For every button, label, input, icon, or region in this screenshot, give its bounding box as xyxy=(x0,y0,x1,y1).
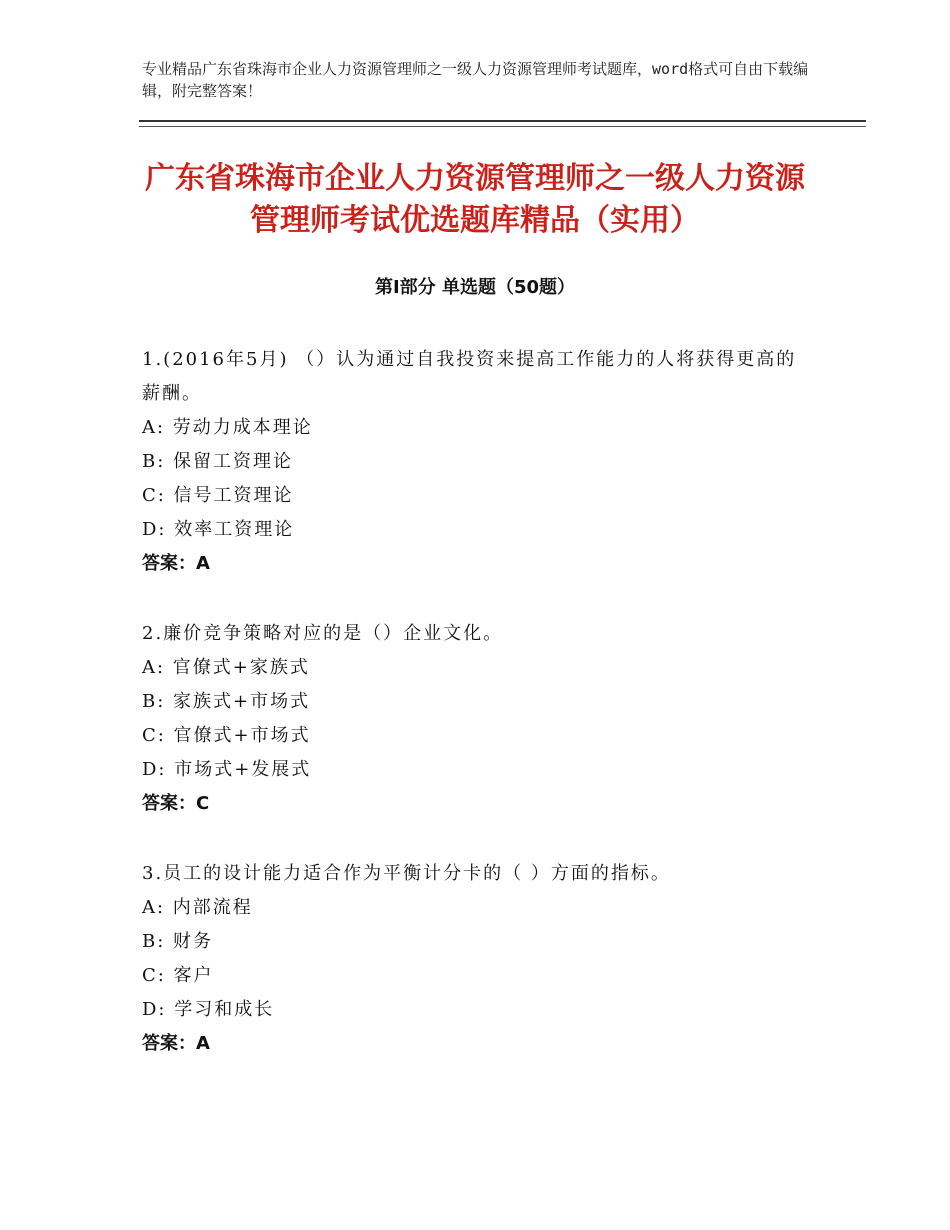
option-c: C: 官僚式+市场式 xyxy=(142,725,311,746)
option-a: A: 官僚式+家族式 xyxy=(142,657,310,678)
option-a: A: 劳动力成本理论 xyxy=(142,417,313,438)
answer-line xyxy=(142,787,822,821)
question-list xyxy=(142,343,822,1097)
option-b: B: 家族式+市场式 xyxy=(142,691,311,712)
header-divider-thin xyxy=(139,126,866,127)
question-text: 1.(2016年5月) （）认为通过自我投资来提高工作能力的人将获得更高的薪酬。 xyxy=(142,349,797,404)
question-3 xyxy=(142,857,822,1061)
header-divider-thick xyxy=(139,120,866,122)
option-c: C: 客户 xyxy=(142,965,214,986)
option-d: D: 市场式+发展式 xyxy=(142,759,312,780)
option-d: D: 学习和成长 xyxy=(142,999,275,1020)
header-note: 专业精品广东省珠海市企业人力资源管理师之一级人力资源管理师考试题库，word格式可自由下载编辑，附完整答案！ xyxy=(142,60,809,100)
question-text: 3.员工的设计能力适合作为平衡计分卡的（ ）方面的指标。 xyxy=(142,863,671,884)
answer-line xyxy=(142,1027,822,1061)
option-c: C: 信号工资理论 xyxy=(142,485,294,506)
option-a: A: 内部流程 xyxy=(142,897,253,918)
answer-value: A xyxy=(196,1033,210,1054)
question-1 xyxy=(142,343,822,581)
answer-label: 答案： xyxy=(142,553,196,574)
option-b: B: 保留工资理论 xyxy=(142,451,294,472)
option-d: D: 效率工资理论 xyxy=(142,519,295,540)
answer-line xyxy=(142,547,822,581)
document-title: 广东省珠海市企业人力资源管理师之一级人力资源管理师考试优选题库精品（实用） xyxy=(145,161,805,238)
answer-label: 答案： xyxy=(142,1033,196,1054)
section-heading: 第Ⅰ部分 单选题（50题） xyxy=(374,277,575,298)
question-text: 2.廉价竞争策略对应的是（）企业文化。 xyxy=(142,623,504,644)
answer-value: C xyxy=(196,793,210,814)
answer-value: A xyxy=(196,553,210,574)
answer-label: 答案： xyxy=(142,793,196,814)
option-b: B: 财务 xyxy=(142,931,214,952)
question-2 xyxy=(142,617,822,821)
